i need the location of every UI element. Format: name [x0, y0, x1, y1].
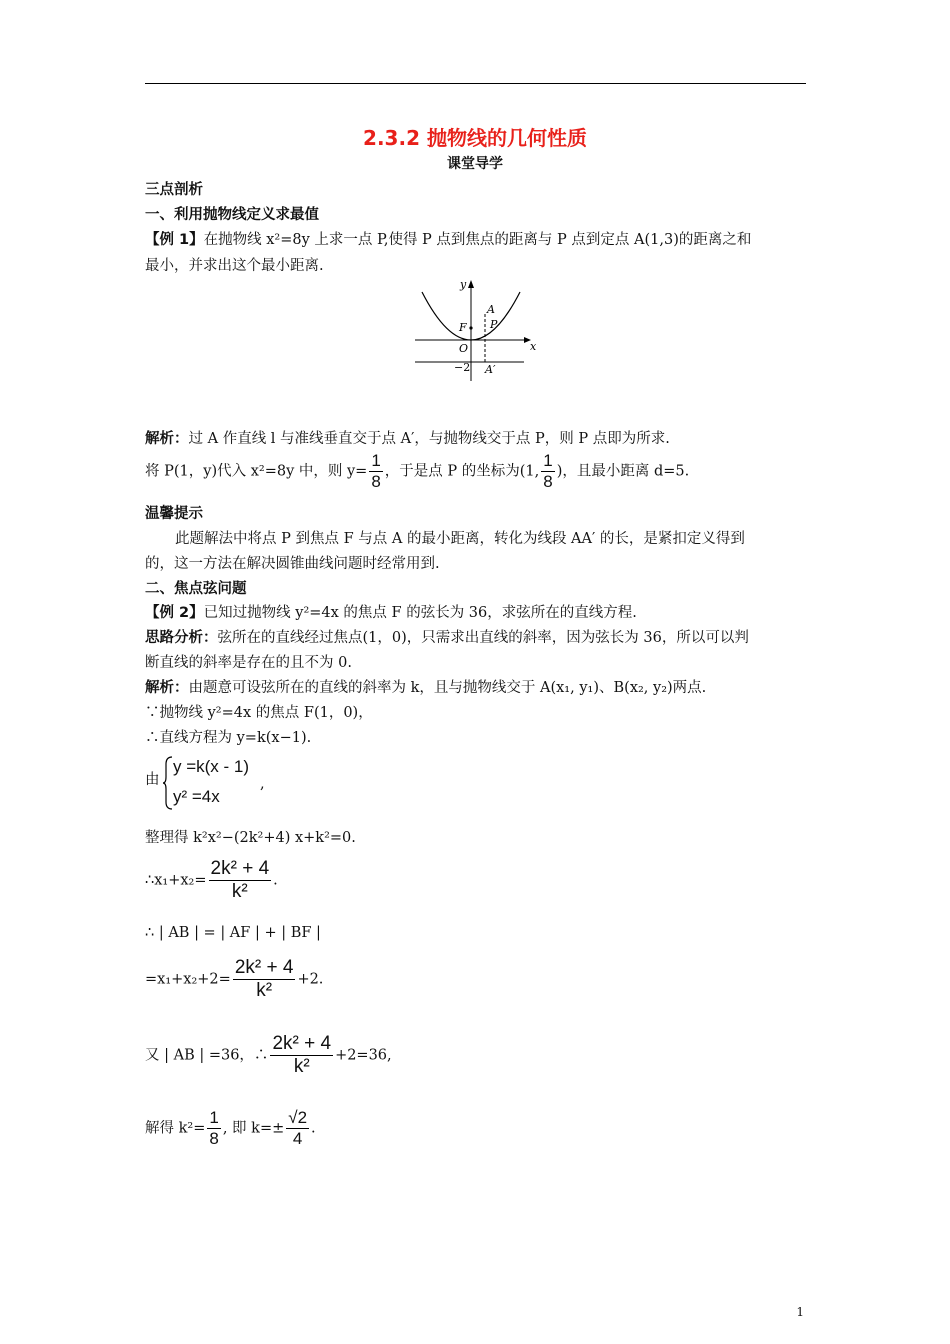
part2-heading: 二、焦点弦问题 — [145, 581, 247, 597]
solution2-text: 由题意可设弦所在的直线的斜率为 k，且与抛物线交于 A(x₁, y₁)、B(x₂, y₂)两点. — [188, 680, 707, 696]
focus-point — [469, 326, 472, 329]
tip-line2: 的，这一方法在解决圆锥曲线问题时经常用到. — [145, 556, 440, 572]
again-prefix: 又 | AB | =36，∴ — [145, 1047, 269, 1064]
label-Aprime: A′ — [485, 363, 496, 376]
label-F: F — [459, 321, 467, 334]
part1-heading: 一、利用抛物线定义求最值 — [145, 207, 319, 223]
system-brace — [163, 756, 173, 810]
idea-text1: 弦所在的直线经过焦点(1，0)，只需求出直线的斜率，因为弦长为 36，所以可以判 — [217, 630, 749, 646]
label-y: y — [460, 278, 467, 291]
solution1-label: 解析： — [145, 431, 189, 447]
solve-mid: , 即 k=± — [222, 1120, 285, 1137]
example1-tag: 【例 1】 — [145, 232, 204, 248]
solution2-label: 解析： — [145, 680, 189, 696]
system-suffix: , — [260, 776, 265, 792]
label-x: x — [530, 340, 537, 353]
solve-line — [145, 1108, 316, 1149]
example2-tag: 【例 2】 — [145, 605, 204, 621]
page-subtitle: 课堂导学 — [447, 156, 503, 172]
example1-line1 — [145, 228, 751, 249]
again-suffix: +2=36, — [335, 1047, 392, 1064]
calc-mid: ，于是点 P 的坐标为(1, — [384, 463, 540, 480]
example1-line2: 最小，并求出这个最小距离. — [145, 258, 324, 274]
idea-label: 思路分析： — [145, 630, 218, 646]
example2 — [145, 601, 637, 622]
system-prefix: 由 — [145, 772, 160, 788]
section-label: 三点剖析 — [145, 182, 203, 198]
organize-line: 整理得 k²x²−(2k²+4) x+k²=0. — [145, 830, 356, 846]
fraction-2k2plus4-a: $\frac{\text{2k² + 4}}{\text{k²}}$ — [210, 858, 270, 902]
idea-line1 — [145, 626, 749, 647]
system-eq2: y² =4x — [173, 787, 220, 806]
again-line — [145, 1033, 392, 1078]
fraction-2k2plus4-b: $\frac{\text{2k² + 4}}{\text{k²}}$ — [234, 957, 294, 1001]
fraction-solve-one-eighth: $\frac{1}{8}$ — [209, 1108, 219, 1148]
fraction-one-eighth-b: $\frac{1}{8}$ — [543, 451, 553, 491]
line-equation: ∴直线方程为 y=k(x−1). — [145, 730, 312, 746]
solve-suffix: . — [311, 1120, 316, 1137]
solution1-text: 过 A 作直线 l 与准线垂直交于点 A′，与抛物线交于点 P，则 P 点即为所求. — [188, 431, 670, 447]
example2-text: 已知过抛物线 y²=4x 的焦点 F 的弦长为 36，求弦所在的直线方程. — [203, 605, 637, 621]
label-A: A — [487, 303, 495, 316]
label-neg2: −2 — [454, 361, 471, 374]
line-focus: ∵抛物线 y²=4x 的焦点 F(1，0)， — [145, 705, 373, 721]
solution1 — [145, 427, 670, 448]
page-number: 1 — [796, 1305, 804, 1319]
tip-heading: 温馨提示 — [145, 506, 203, 522]
system-eq1: y =k(x - 1) — [173, 757, 250, 776]
ab-calc-line — [145, 957, 323, 1002]
ab-suffix: +2. — [297, 971, 324, 988]
fraction-2k2plus4-c: $\frac{\text{2k² + 4}}{\text{k²}}$ — [272, 1033, 332, 1077]
fraction-one-eighth: $\frac{1}{8}$ — [371, 451, 381, 491]
tip-line1: 此题解法中将点 P 到焦点 F 与点 A 的最小距离，转化为线段 AA′ 的长，是紧扣定义得到 — [175, 531, 745, 547]
calc-prefix: 将 P(1，y)代入 x²=8y 中，则 y= — [145, 463, 368, 480]
example1-text: 在抛物线 x²=8y 上求一点 P,使得 P 点到焦点的距离与 P 点到定点 A(1,3)的距离之和 — [203, 232, 752, 248]
label-O: O — [459, 342, 469, 355]
calc-suffix: )，且最小距离 d=5. — [556, 463, 690, 480]
ab-line: ∴ | AB | = | AF | + | BF | — [145, 925, 321, 941]
sum-suffix: . — [273, 872, 278, 889]
label-P: P — [490, 318, 498, 331]
ab-prefix: =x₁+x₂+2= — [145, 971, 231, 988]
y-axis-arrow — [468, 280, 474, 288]
page-title: 2.3.2 抛物线的几何性质 — [363, 126, 587, 150]
solution2 — [145, 676, 706, 697]
sum-prefix: ∴x₁+x₂= — [145, 872, 207, 889]
idea-line2: 断直线的斜率是存在的且不为 0. — [145, 655, 352, 671]
solve-prefix: 解得 k²= — [145, 1120, 206, 1137]
fraction-sqrt2-over-4: $\frac{√2}{4}$ — [288, 1108, 308, 1148]
sum-line — [145, 858, 278, 903]
parabola-figure — [412, 276, 542, 384]
calc-line — [145, 451, 689, 492]
header-rule — [145, 83, 806, 84]
